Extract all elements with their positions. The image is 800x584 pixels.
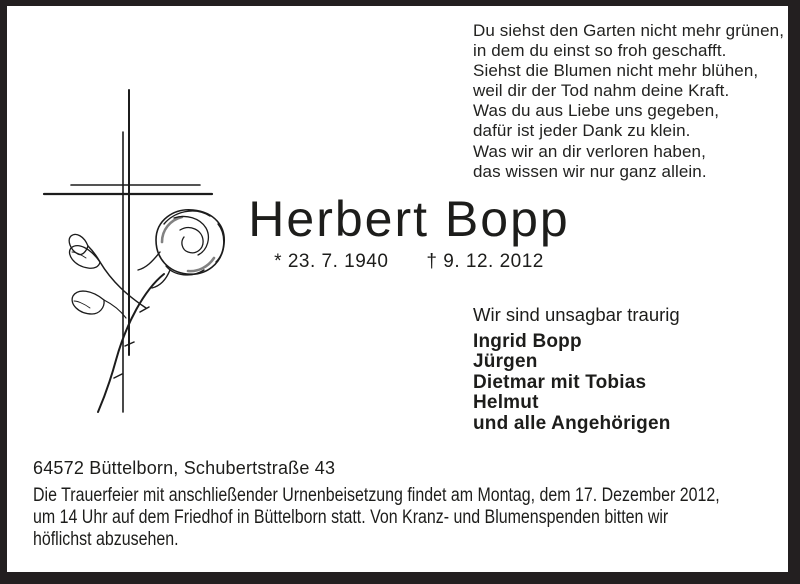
funeral-info — [33, 485, 800, 551]
mourner-name: Ingrid Bopp — [473, 331, 582, 352]
poem-line: Siehst die Blumen nicht mehr blühen, — [473, 61, 759, 81]
mourning-intro: Wir sind unsagbar traurig — [473, 304, 680, 325]
mourner-name: Dietmar mit Tobias — [473, 371, 647, 393]
poem-line: dafür ist jeder Dank zu klein. — [473, 121, 691, 141]
name-block — [233, 192, 585, 274]
mourner-name: und alle Angehörigen — [473, 412, 671, 434]
mourning-block — [473, 303, 680, 434]
poem-line: weil dir der Tod nahm deine Kraft. — [473, 81, 730, 101]
death-date: † 9. 12. 2012 — [426, 251, 544, 272]
address-line: 64572 Büttelborn, Schubertstraße 43 — [33, 458, 336, 478]
funeral-info-line: Die Trauerfeier mit anschließender Urnenbeisetzung findet am Montag, dem 17. Dezember 2012, — [33, 485, 720, 506]
birth-date: * 23. 7. 1940 — [274, 251, 389, 272]
memorial-poem — [473, 21, 784, 182]
poem-line: Was du aus Liebe uns gegeben, — [473, 101, 720, 121]
mourner-name: Helmut — [473, 392, 539, 414]
poem-line: das wissen wir nur ganz allein. — [473, 161, 707, 181]
funeral-info-line: um 14 Uhr auf dem Friedhof in Büttelborn statt. Von Kranz- und Blumenspenden bitten wir — [33, 507, 669, 528]
life-dates — [233, 250, 585, 274]
mourner-name: Jürgen — [473, 351, 538, 373]
poem-line: Was wir an dir verloren haben, — [473, 141, 706, 161]
cross-and-rose-icon — [28, 72, 243, 447]
poem-line: in dem du einst so froh geschafft. — [473, 41, 727, 61]
poem-line: Du siehst den Garten nicht mehr grünen, — [473, 21, 785, 40]
funeral-info-line: höflichst abzusehen. — [33, 529, 179, 550]
deceased-name: Herbert Bopp — [248, 191, 570, 247]
mourners-list — [473, 332, 680, 434]
